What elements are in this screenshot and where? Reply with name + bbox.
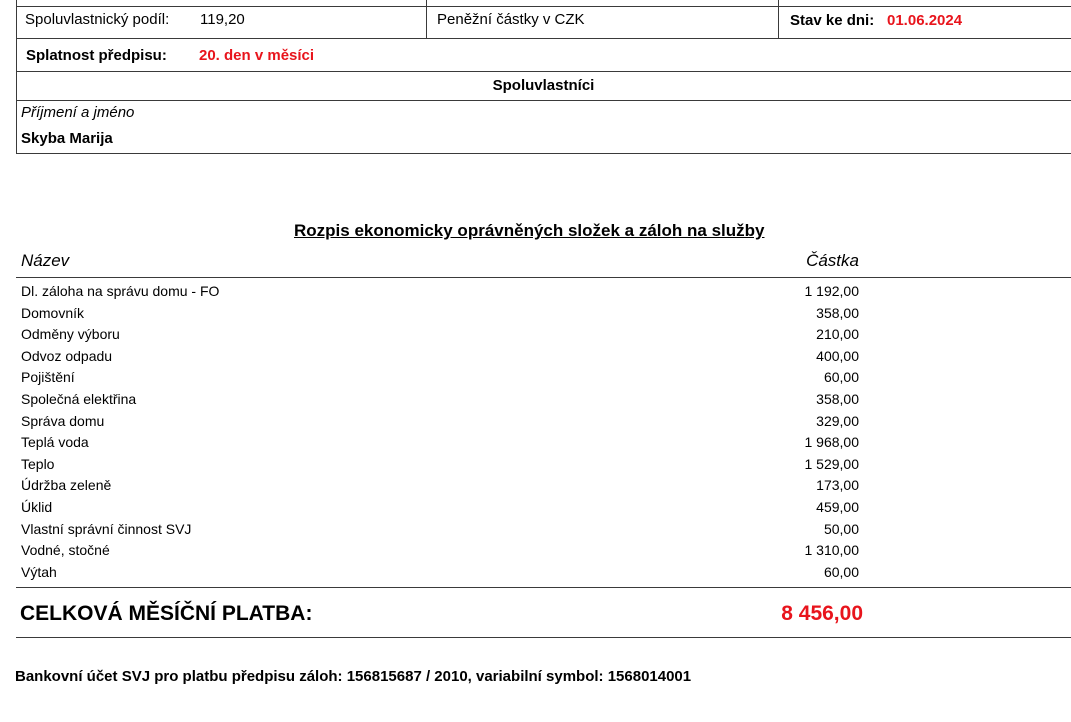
item-name: Pojištění bbox=[21, 369, 75, 385]
item-amount: 173,00 bbox=[816, 477, 859, 493]
item-name: Společná elektřina bbox=[21, 391, 137, 407]
owners-title: Spoluvlastníci bbox=[492, 77, 595, 94]
item-amount: 50,00 bbox=[823, 521, 859, 537]
total-label: CELKOVÁ MĚSÍČNÍ PLATBA: bbox=[20, 602, 313, 625]
col-name-header: Název bbox=[21, 251, 70, 270]
breakdown-title: Rozpis ekonomicky oprávněných složek a záloh na služby bbox=[294, 221, 765, 240]
item-amount: 400,00 bbox=[816, 348, 859, 364]
state-date: 01.06.2024 bbox=[887, 12, 963, 29]
item-amount: 1 968,00 bbox=[804, 434, 859, 450]
bank-account-text: Bankovní účet SVJ pro platbu předpisu záloh: 156815687 / 2010, variabilní symbol: 1568014001 bbox=[15, 668, 692, 685]
item-name: Vlastní správní činnost SVJ bbox=[21, 521, 192, 537]
due-value: 20. den v měsíci bbox=[199, 47, 315, 64]
item-amount: 358,00 bbox=[816, 391, 859, 407]
item-name: Domovník bbox=[21, 305, 85, 321]
item-amount: 459,00 bbox=[816, 499, 859, 515]
total-value: 8 456,00 bbox=[781, 602, 863, 625]
item-name: Teplá voda bbox=[21, 434, 89, 450]
item-amount: 1 310,00 bbox=[804, 542, 859, 558]
state-label: Stav ke dni: bbox=[790, 12, 875, 29]
item-amount: 60,00 bbox=[823, 564, 859, 580]
item-name: Dl. záloha na správu domu - FO bbox=[21, 283, 220, 299]
item-name: Vodné, stočné bbox=[21, 542, 110, 558]
item-amount: 329,00 bbox=[816, 413, 859, 429]
item-amount: 1 192,00 bbox=[804, 283, 859, 299]
item-name: Odměny výboru bbox=[21, 326, 120, 342]
share-label: Spoluvlastnický podíl: bbox=[25, 11, 170, 28]
item-name: Správa domu bbox=[21, 413, 105, 429]
item-amount: 358,00 bbox=[816, 305, 859, 321]
owner-name: Skyba Marija bbox=[21, 130, 113, 147]
item-name: Výtah bbox=[21, 564, 57, 580]
item-name: Odvoz odpadu bbox=[21, 348, 113, 364]
currency-text: Peněžní částky v CZK bbox=[437, 11, 585, 28]
item-amount: 1 529,00 bbox=[804, 456, 859, 472]
item-name: Údržba zeleně bbox=[21, 477, 112, 493]
col-amount-header: Částka bbox=[806, 251, 859, 270]
name-column-header: Příjmení a jméno bbox=[21, 104, 135, 121]
item-name: Úklid bbox=[21, 499, 53, 515]
due-label: Splatnost předpisu: bbox=[26, 47, 167, 64]
item-amount: 60,00 bbox=[823, 369, 859, 385]
share-value: 119,20 bbox=[200, 11, 245, 28]
item-amount: 210,00 bbox=[816, 326, 859, 342]
item-name: Teplo bbox=[21, 456, 55, 472]
